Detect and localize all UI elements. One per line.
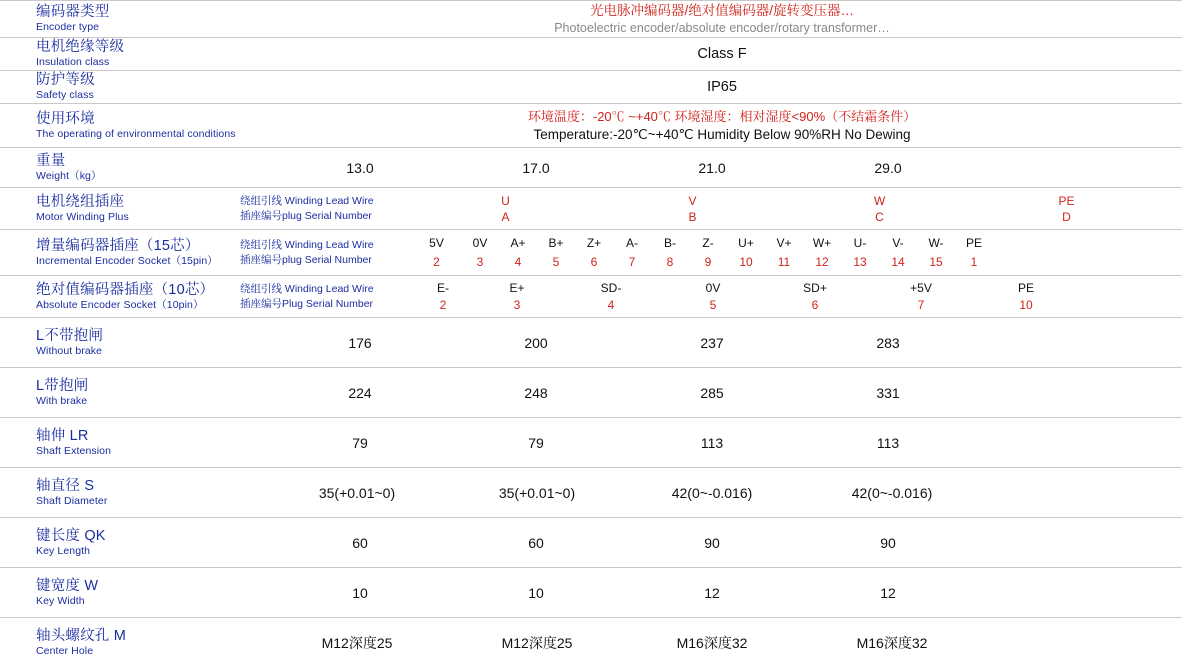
label-en: Key Width: [36, 594, 85, 607]
wire-5: Z+: [586, 236, 602, 251]
row-values-l-without-brake: [262, 318, 1182, 367]
table-row-safety-class: [0, 71, 1182, 104]
label-cn: L带抱闸: [36, 377, 89, 394]
wire-10: V+: [776, 236, 792, 251]
value-col-3: 285: [700, 384, 724, 401]
pin-6: 7: [917, 297, 925, 312]
label-en: Safety class: [36, 89, 94, 101]
wire-1: E-: [437, 281, 449, 296]
row-pins-absolute-encoder: [412, 276, 1182, 317]
row-label-absolute-encoder: [0, 276, 236, 317]
wire-12: U-: [853, 236, 867, 251]
value-col-1: 79: [352, 434, 368, 451]
value-col-1: M12深度25: [321, 634, 393, 651]
label-en: Shaft Diameter: [36, 494, 108, 507]
table-row-l-without-brake: [0, 318, 1182, 368]
pin-row-pins: [412, 253, 1182, 272]
sublabel-pin: 插座编号Plug Serial Number: [240, 297, 374, 310]
pin-7: 8: [666, 254, 674, 269]
table-row-encoder-type: [0, 0, 1182, 38]
label-cn: 键长度 QK: [36, 527, 106, 544]
wire-15: PE: [965, 236, 982, 251]
row-value-safety-class: [262, 71, 1182, 103]
label-cn: 键宽度 W: [36, 577, 99, 594]
pin-13: 14: [891, 254, 905, 269]
row-sublabels-absolute-encoder: [236, 276, 412, 317]
wire-4: PE: [1058, 193, 1075, 208]
pin-3: C: [875, 209, 884, 224]
value-col-1: 10: [352, 584, 368, 601]
table-row-key-length: [0, 518, 1182, 568]
row-value-encoder-type: [262, 1, 1182, 37]
wire-14: W-: [928, 236, 944, 251]
value: Class F: [697, 46, 747, 62]
pin-1: 2: [433, 254, 440, 269]
table-row-absolute-encoder: [0, 276, 1182, 318]
label-en: With brake: [36, 394, 88, 407]
row-label-insulation-class: [0, 38, 262, 70]
label-cn: 使用环境: [36, 110, 95, 127]
label-en: Encoder type: [36, 21, 100, 33]
value-col-2: 79: [528, 434, 544, 451]
label-cn: 增量编码器插座（15芯）: [36, 237, 200, 254]
value-en: Temperature:-20℃~+40℃ Humidity Below 90%RH No Dewing: [533, 126, 911, 142]
wire-9: U+: [738, 236, 754, 251]
value-cn: 光电脉冲编码器/绝对值编码器/旋转变压器…: [589, 3, 854, 18]
label-en: Incremental Encoder Socket（15pin）: [36, 254, 218, 267]
pin-3: 4: [514, 254, 522, 269]
value-col-1: 176: [348, 334, 372, 351]
label-cn: 绝对值编码器插座（10芯）: [36, 281, 215, 298]
wire-4: 0V: [705, 281, 721, 296]
label-en: Shaft Extension: [36, 444, 112, 457]
label-cn: 轴直径 S: [36, 477, 95, 494]
row-value-insulation-class: [262, 38, 1182, 70]
row-label-shaft-extension: [0, 418, 262, 467]
value-col-1: 224: [348, 384, 372, 401]
sublabel-wire: 绕组引线 Winding Lead Wire: [240, 282, 374, 295]
value-col-2: 35(+0.01~0): [498, 484, 576, 501]
value-col-1: 35(+0.01~0): [318, 484, 396, 501]
label-cn: 电机绕组插座: [36, 193, 125, 210]
value-col-3: 12: [704, 584, 720, 601]
value-col-2: 200: [524, 334, 548, 351]
wire-4: B+: [548, 236, 564, 251]
wire-3: W: [873, 193, 886, 208]
wire-7: PE: [1017, 281, 1034, 296]
value-col-4: 29.0: [874, 159, 902, 176]
pin-6: 7: [628, 254, 636, 269]
row-pins-incremental-encoder: [412, 230, 1182, 275]
value-col-4: 283: [876, 334, 900, 351]
pin-8: 9: [704, 254, 712, 269]
value-col-3: 90: [704, 534, 720, 551]
table-row-insulation-class: [0, 38, 1182, 71]
row-values-key-length: [262, 518, 1182, 567]
value-col-3: 237: [700, 334, 724, 351]
label-en: Weight（kg）: [36, 169, 102, 182]
sublabel-wire: 绕组引线 Winding Lead Wire: [240, 194, 374, 207]
pin-5: 6: [590, 254, 598, 269]
wire-11: W+: [812, 236, 832, 251]
table-row-l-with-brake: [0, 368, 1182, 418]
row-values-l-with-brake: [262, 368, 1182, 417]
wire-2: V: [688, 193, 697, 208]
row-label-shaft-diameter: [0, 468, 262, 517]
table-row-key-width: [0, 568, 1182, 618]
label-cn: 电机绝缘等级: [36, 39, 125, 55]
value-col-3: 113: [700, 434, 724, 451]
table-row-shaft-extension: [0, 418, 1182, 468]
row-label-l-with-brake: [0, 368, 262, 417]
pin-row-wires: [412, 234, 1182, 253]
wire-3: A+: [510, 236, 526, 251]
wire-5: SD+: [803, 281, 827, 296]
value-col-2: 248: [524, 384, 548, 401]
table-row-shaft-diameter: [0, 468, 1182, 518]
row-values-weight: [262, 148, 1182, 187]
value-col-2: 60: [528, 534, 544, 551]
pin-1: A: [501, 209, 510, 224]
row-pins-motor-winding: [412, 188, 1182, 229]
row-values-center-hole: [262, 618, 1182, 657]
wire-1: 5V: [429, 236, 444, 251]
row-label-incremental-encoder: [0, 230, 236, 275]
row-label-weight: [0, 148, 262, 187]
wire-7: B-: [664, 236, 676, 251]
row-label-key-length: [0, 518, 262, 567]
value-col-4: 331: [876, 384, 900, 401]
label-en: Absolute Encoder Socket（10pin）: [36, 298, 204, 311]
table-row-center-hole: [0, 618, 1182, 657]
pin-4: 5: [552, 254, 560, 269]
pin-7: 10: [1019, 297, 1033, 312]
wire-2: E+: [509, 281, 525, 296]
pin-2: 3: [476, 254, 484, 269]
wire-6: +5V: [910, 281, 932, 296]
row-sublabels-motor-winding: [236, 188, 412, 229]
pin-2: 3: [513, 297, 521, 312]
row-sublabels-incremental-encoder: [236, 230, 412, 275]
pin-4: D: [1062, 209, 1071, 224]
pin-5: 6: [811, 297, 819, 312]
value-col-1: 13.0: [346, 159, 374, 176]
pin-4: 5: [709, 297, 717, 312]
value-col-2: M12深度25: [501, 634, 573, 651]
pin-11: 12: [815, 254, 829, 269]
value-col-1: 60: [352, 534, 368, 551]
label-cn: 编码器类型: [36, 4, 110, 20]
label-en: The operating of environmental conditions: [36, 127, 236, 140]
wire-1: U: [501, 193, 510, 208]
value-col-4: 12: [880, 584, 896, 601]
table-row-weight: [0, 148, 1182, 188]
pin-10: 11: [777, 254, 791, 269]
row-value-environment: [262, 104, 1182, 147]
value-col-2: 10: [528, 584, 544, 601]
row-values-shaft-extension: [262, 418, 1182, 467]
label-en: Insulation class: [36, 56, 110, 68]
row-label-safety-class: [0, 71, 262, 103]
pin-2: B: [688, 209, 697, 224]
label-cn: 防护等级: [36, 72, 95, 88]
value-col-4: M16深度32: [856, 634, 928, 651]
value-col-4: 42(0~-0.016): [851, 484, 933, 501]
label-en: Center Hole: [36, 644, 94, 657]
pin-12: 13: [853, 254, 867, 269]
value-cn: 环境温度：-20℃ ~+40℃ 环境湿度：相对湿度<90%（不结霜条件）: [527, 108, 917, 124]
label-en: Key Length: [36, 544, 91, 557]
row-label-l-without-brake: [0, 318, 262, 367]
wire-2: 0V: [472, 236, 488, 251]
value-col-3: 21.0: [698, 159, 726, 176]
sublabel-pin: 插座编号plug Serial Number: [240, 209, 372, 222]
wire-3: SD-: [600, 281, 622, 296]
pin-3: 4: [607, 297, 615, 312]
sublabel-pin: 插座编号plug Serial Number: [240, 253, 372, 266]
pin-row-pins: [412, 297, 1182, 314]
label-cn: 轴伸 LR: [36, 427, 89, 444]
label-en: Motor Winding Plus: [36, 210, 129, 223]
pin-9: 10: [739, 254, 753, 269]
value-col-4: 113: [876, 434, 900, 451]
pin-14: 15: [929, 254, 943, 269]
value: IP65: [707, 79, 737, 95]
value-col-2: 17.0: [522, 159, 550, 176]
value-col-3: M16深度32: [676, 634, 748, 651]
row-label-center-hole: [0, 618, 262, 657]
label-cn: L不带抱闸: [36, 327, 104, 344]
wire-6: A-: [626, 236, 638, 251]
row-values-key-width: [262, 568, 1182, 617]
row-label-key-width: [0, 568, 262, 617]
pin-row-pins: [412, 209, 1182, 225]
table-row-incremental-encoder: [0, 230, 1182, 276]
value-col-3: 42(0~-0.016): [671, 484, 753, 501]
row-label-motor-winding: [0, 188, 236, 229]
row-label-encoder-type: [0, 1, 262, 37]
label-cn: 重量: [36, 152, 66, 169]
value-en: Photoelectric encoder/absolute encoder/rotary transformer…: [554, 21, 890, 35]
pin-row-wires: [412, 193, 1182, 209]
row-label-environment: [0, 104, 262, 147]
value-col-4: 90: [880, 534, 896, 551]
pin-1: 2: [439, 297, 447, 312]
table-row-motor-winding: [0, 188, 1182, 230]
wire-8: Z-: [702, 236, 714, 251]
table-row-environment: [0, 104, 1182, 148]
label-cn: 轴头螺纹孔 M: [36, 627, 127, 644]
pin-15: 1: [970, 254, 978, 269]
sublabel-wire: 绕组引线 Winding Lead Wire: [240, 238, 374, 251]
pin-row-wires: [412, 280, 1182, 297]
label-en: Without brake: [36, 344, 103, 357]
row-values-shaft-diameter: [262, 468, 1182, 517]
wire-13: V-: [892, 236, 904, 251]
